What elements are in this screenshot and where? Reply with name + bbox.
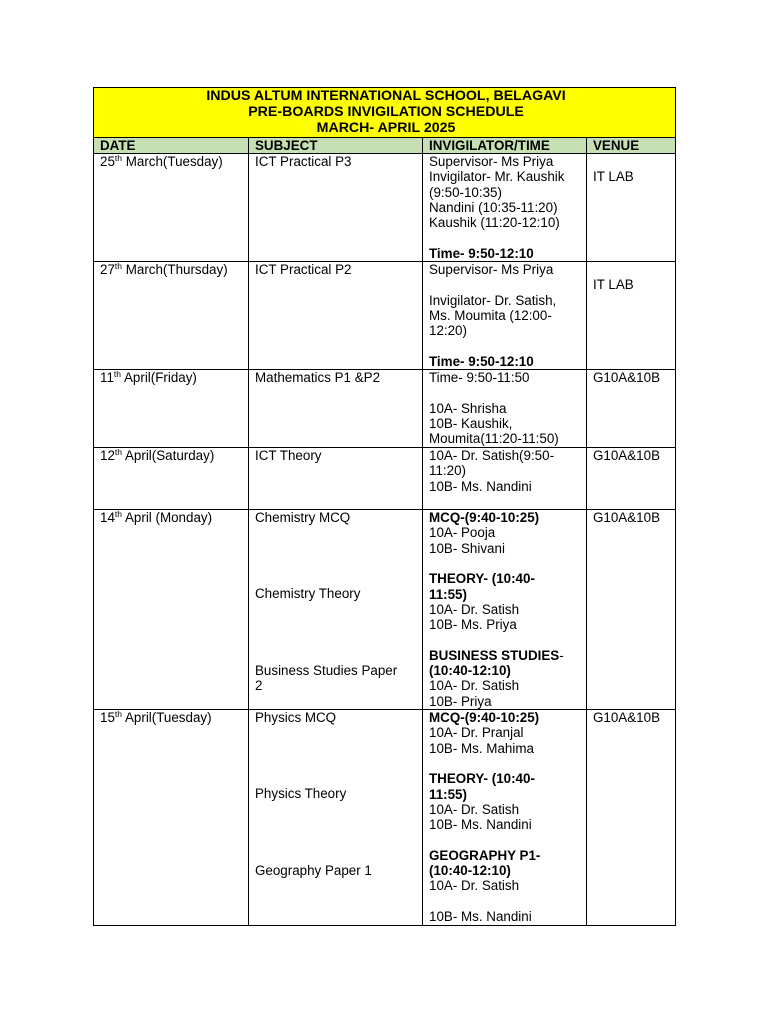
subject-cell: Mathematics P1 &P2 [249, 370, 423, 448]
table-row [94, 370, 676, 448]
title-row [94, 88, 676, 138]
subject-item: 2 [255, 677, 263, 693]
schedule-period: MARCH- APRIL 2025 [316, 120, 456, 137]
table-row [94, 448, 676, 510]
subject-item: Physics MCQ [255, 710, 337, 726]
date-cell: 27th March(Thursday) [94, 261, 249, 369]
schedule-title: PRE-BOARDS INVIGILATION SCHEDULE [248, 104, 524, 121]
date-cell: 15th April(Tuesday) [94, 710, 249, 926]
venue-cell: IT LAB [587, 153, 676, 261]
subject-item: Geography Paper 1 [255, 862, 372, 878]
invigilator-cell: MCQ-(9:40-10:25) 10A- Pooja 10B- Shivani THEORY- (10:40- 11:55) 10A- Dr. Satish 10B- Ms. Priya BUSINESS STUDIES- (10:40-12:10) 10A- Dr. Satish 10B- Priya [423, 510, 587, 710]
date-cell: 12th April(Saturday) [94, 448, 249, 510]
subject-item: Chemistry MCQ [255, 510, 351, 526]
table-row [94, 510, 676, 710]
subject-cell [249, 510, 423, 710]
date-cell: 14th April (Monday) [94, 510, 249, 710]
invigilator-cell: MCQ-(9:40-10:25) 10A- Dr. Pranjal 10B- Ms. Mahima THEORY- (10:40- 11:55) 10A- Dr. Satish 10B- Ms. Nandini GEOGRAPHY P1- (10:40-12:10) 10A- Dr. Satish 10B- Ms. Nandini [423, 710, 587, 926]
subject-cell [249, 710, 423, 926]
table-row [94, 710, 676, 926]
venue-cell: IT LAB [587, 261, 676, 369]
title-cell [94, 88, 676, 138]
subject-item: Chemistry Theory [255, 586, 361, 602]
header-subject: SUBJECT [249, 137, 423, 153]
subject-item: Business Studies Paper [255, 662, 398, 678]
venue-cell: G10A&10B [587, 448, 676, 510]
date-cell: 11th April(Friday) [94, 370, 249, 448]
venue-cell: G10A&10B [587, 710, 676, 926]
invigilator-cell: Supervisor- Ms Priya Invigilator- Dr. Satish, Ms. Moumita (12:00- 12:20) Time- 9:50-12:10 [423, 261, 587, 369]
subject-item: Physics Theory [255, 786, 347, 802]
subject-cell: ICT Theory [249, 448, 423, 510]
table-row [94, 261, 676, 369]
venue-cell: G10A&10B [587, 510, 676, 710]
invigilator-cell: Supervisor- Ms Priya Invigilator- Mr. Kaushik (9:50-10:35) Nandini (10:35-11:20) Kaushik (11:20-12:10) Time- 9:50-12:10 [423, 153, 587, 261]
header-date: DATE [94, 137, 249, 153]
subject-cell: ICT Practical P2 [249, 261, 423, 369]
header-venue: VENUE [587, 137, 676, 153]
date-cell: 25th March(Tuesday) [94, 153, 249, 261]
school-name: INDUS ALTUM INTERNATIONAL SCHOOL, BELAGAVI [206, 88, 566, 104]
invigilation-schedule-table [93, 87, 676, 926]
header-row [94, 137, 676, 153]
invigilator-cell: Time- 9:50-11:50 10A- Shrisha 10B- Kaushik, Moumita(11:20-11:50) [423, 370, 587, 448]
invigilator-cell: 10A- Dr. Satish(9:50- 11:20) 10B- Ms. Nandini [423, 448, 587, 510]
document-page [93, 87, 675, 926]
table-row [94, 153, 676, 261]
venue-cell: G10A&10B [587, 370, 676, 448]
subject-cell: ICT Practical P3 [249, 153, 423, 261]
header-invigilator: INVIGILATOR/TIME [423, 137, 587, 153]
